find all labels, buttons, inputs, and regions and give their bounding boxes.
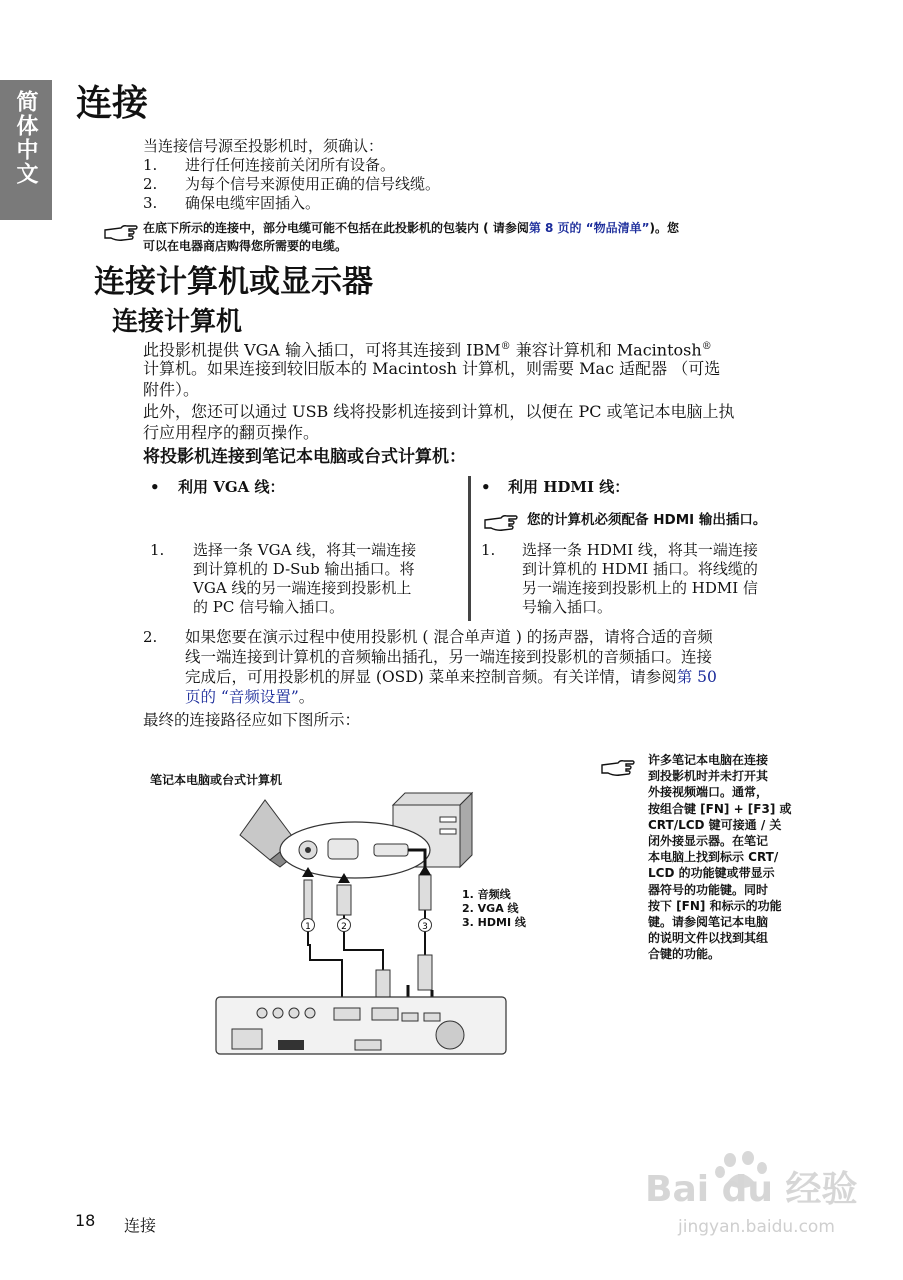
step2-line — [185, 688, 314, 707]
side-note-line: 按下 [FN] 和标示的功能 — [648, 898, 782, 913]
registered-mark: ® — [500, 341, 511, 352]
pointing-hand-icon — [483, 512, 519, 534]
pointing-hand-icon — [600, 757, 636, 779]
note-line-1 — [143, 219, 679, 237]
side-note — [648, 752, 792, 963]
hdmi-out-port — [374, 844, 408, 856]
vga-step-line: 到计算机的 D-Sub 输出插口。将 — [193, 560, 415, 578]
pointing-hand-icon — [103, 222, 139, 244]
vga-step-num: 1. — [150, 541, 165, 559]
final-line: 最终的连接路径应如下图所示： — [143, 711, 361, 729]
legend-item: 3. HDMI 线 — [462, 916, 526, 929]
cable-marker-2 — [338, 919, 351, 933]
vga-step-line: 选择一条 VGA 线，将其一端连接 — [193, 541, 417, 559]
step2-line: 线一端连接到计算机的音频输出插孔，另一端连接到投影机的音频插口。连接 — [185, 648, 713, 666]
hdmi-step-line: 选择一条 HDMI 线，将其一端连接 — [522, 541, 758, 559]
step2-num: 2. — [143, 628, 158, 646]
watermark-url: jingyan.baidu.com — [678, 1217, 835, 1237]
note-line-2: 可以在电器商店购得您所需要的电缆。 — [143, 239, 348, 253]
subsection-title: 连接计算机 — [112, 307, 243, 337]
side-note-line: LCD 的功能键或带显示 — [648, 866, 775, 881]
registered-mark: ® — [701, 341, 712, 352]
step-text: 进行任何连接前关闭所有设备。 — [185, 156, 396, 174]
step2-line: 如果您要在演示过程中使用投影机 ( 混合单声道 ) 的扬声器，请将合适的音频 — [185, 628, 713, 646]
marker-label: 1 — [305, 922, 311, 932]
marker-label: 3 — [422, 922, 428, 932]
para2-line1: 此外，您还可以通过 USB 线将投影机连接到计算机，以便在 PC 或笔记本电脑上执 — [143, 402, 735, 421]
side-note-line: 按组合键 [FN] + [F3] 或 — [648, 801, 792, 816]
text: 完成后，可用投影机的屏显 (OSD) 菜单来控制音频。有关详情，请参阅 — [185, 668, 677, 686]
section-title: 连接计算机或显示器 — [94, 264, 373, 300]
hdmi-step-num: 1. — [481, 541, 496, 559]
para1-line1 — [143, 337, 712, 360]
side-note-line: 合键的功能。 — [648, 947, 721, 962]
hdmi-step-line: 另一端连接到投影机上的 HDMI 信 — [522, 579, 758, 597]
side-note-line: CRT/LCD 键可接通 / 关 — [648, 817, 782, 832]
column-divider — [468, 476, 471, 621]
cable-marker-1 — [302, 919, 315, 933]
vga-heading: 利用 VGA 线： — [178, 478, 285, 496]
step2-line — [185, 668, 717, 687]
step-num: 1. — [143, 156, 158, 174]
side-note-line: 键。请参阅笔记本电脑 — [648, 915, 769, 930]
para1-line3: 附件）。 — [143, 380, 200, 399]
side-note-line: 器符号的功能键。同时 — [648, 882, 769, 897]
text: 。 — [298, 688, 315, 706]
hdmi-note: 您的计算机必须配备 HDMI 输出插口。 — [527, 512, 767, 528]
note-text: 在底下所示的连接中，部分电缆可能不包括在此投影机的包装内 ( 请参阅 — [143, 221, 529, 235]
watermark-brand: Bai du 经验 — [645, 1169, 858, 1210]
dsub-out-port — [328, 839, 358, 859]
side-note-line: 闭外接显示器。在笔记 — [648, 834, 769, 849]
side-note-line: 的说明文件以找到其组 — [648, 931, 769, 946]
inventory-link[interactable]: 第 8 页的 “物品清单” — [528, 221, 650, 235]
side-tab-label: 简体中文 — [13, 90, 38, 186]
legend-item: 1. 音频线 — [462, 888, 511, 901]
hdmi-step-line: 号输入插口。 — [522, 598, 613, 616]
hdmi-heading: 利用 HDMI 线： — [508, 478, 630, 496]
hdmi-step-line: 到计算机的 HDMI 插口。将线缆的 — [522, 560, 758, 578]
audio-settings-link[interactable]: 页的 “音频设置” — [185, 688, 299, 706]
diagram-label: 笔记本电脑或台式计算机 — [150, 773, 283, 787]
side-note-line: 到投影机时并未打开其 — [648, 769, 769, 784]
para2-line2: 行应用程序的翻页操作。 — [143, 423, 320, 442]
footer-label: 连接 — [124, 1216, 157, 1235]
intro-text: 当连接信号源至投影机时，须确认： — [143, 137, 384, 155]
page-number: 18 — [75, 1211, 96, 1230]
projector-rear-panel — [216, 997, 506, 1054]
text: 此投影机提供 VGA 输入插口，可将其连接到 IBM — [143, 340, 501, 360]
connect-heading: 将投影机连接到笔记本电脑或台式计算机： — [143, 447, 466, 467]
para1-line2: 计算机。如果连接到较旧版本的 Macintosh 计算机，则需要 Mac 适配器 （可选 — [143, 359, 721, 378]
side-note-line: 本电脑上找到标示 CRT/ — [648, 850, 779, 865]
bullet: • — [481, 478, 491, 496]
marker-label: 2 — [341, 922, 347, 932]
cable-marker-3 — [419, 919, 432, 933]
step-text: 确保电缆牢固插入。 — [185, 194, 321, 212]
bullet: • — [150, 478, 160, 496]
vga-step-line: 的 PC 信号输入插口。 — [193, 598, 345, 616]
vga-step-line: VGA 线的另一端连接到投影机上 — [193, 579, 412, 597]
side-note-line: 许多笔记本电脑在连接 — [648, 753, 769, 767]
step-num: 2. — [143, 175, 158, 193]
page-title: 连接 — [76, 83, 149, 124]
side-note-line: 外接视频端口。通常， — [648, 785, 769, 800]
step-text: 为每个信号来源使用正确的信号线缆。 — [185, 175, 441, 193]
note-text: )。您 — [649, 221, 680, 235]
legend-item: 2. VGA 线 — [462, 902, 519, 915]
text: 兼容计算机和 Macintosh — [510, 340, 702, 360]
step-num: 3. — [143, 194, 158, 212]
language-side-tab — [0, 80, 52, 220]
audio-settings-link[interactable]: 第 50 — [676, 668, 717, 686]
